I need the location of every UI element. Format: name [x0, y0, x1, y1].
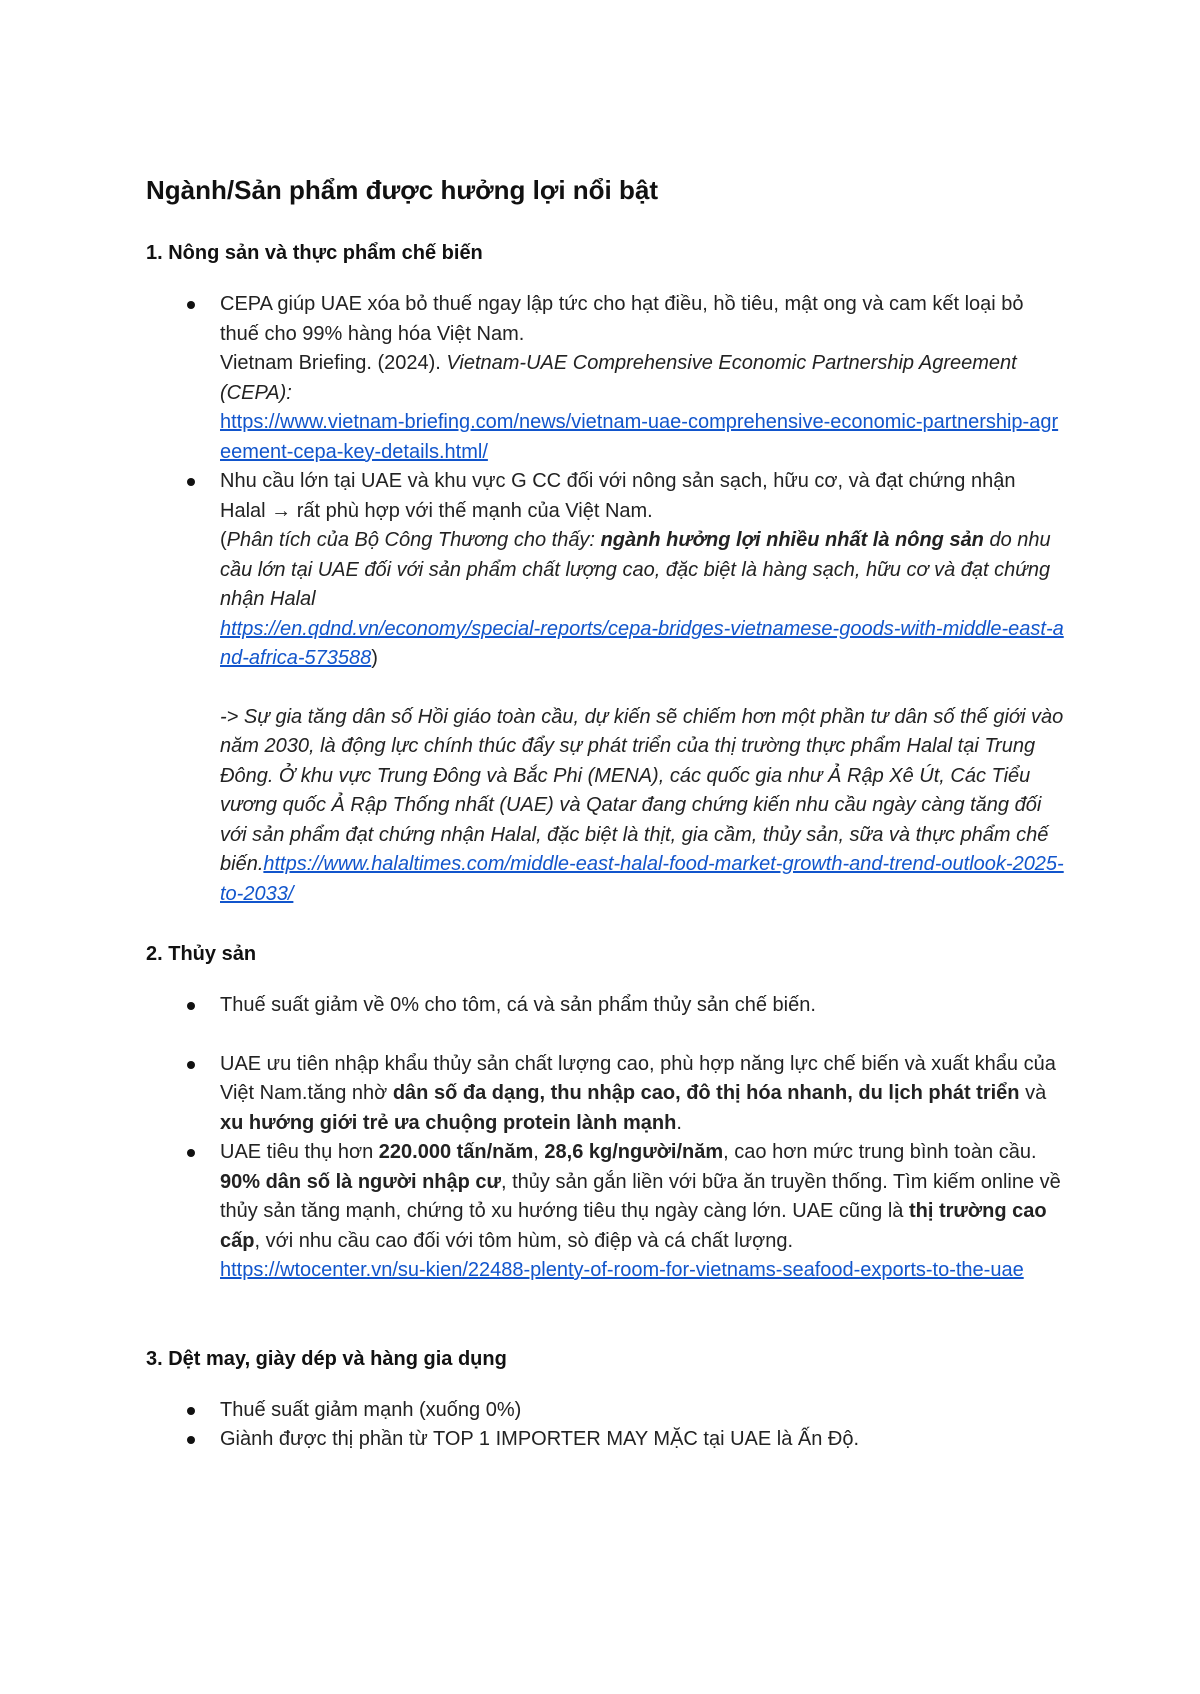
section-3-list: [146, 1396, 1066, 1455]
text-run: , với nhu cầu cao đối với tôm hùm, sò điệp và cá chất lượng.: [254, 1229, 794, 1252]
text-run: UAE tiêu thụ hơn: [220, 1141, 379, 1163]
analysis-paragraph: [220, 526, 1066, 674]
spacer: [146, 1021, 1066, 1050]
spacer: [220, 674, 1066, 703]
bullet-text: Thuế suất giảm mạnh (xuống 0%): [220, 1398, 522, 1421]
source-link[interactable]: https://www.halaltimes.com/middle-east-halal-food-market-growth-and-trend-outlook-2025-to-2033/: [220, 853, 1064, 905]
text-run: , thủy sản gắn liền với bữa ăn truyền thống. Tìm kiếm online về thủy sản tăng mạnh, chứng tỏ xu hướng tiêu thụ ngày càng lớn. UAE cũng là: [220, 1170, 1061, 1222]
bullet-icon: [187, 1407, 195, 1415]
bullet-text: Thuế suất giảm về 0% cho tôm, cá và sản phẩm thủy sản chế biến.: [220, 994, 816, 1016]
text-run: và: [1019, 1082, 1047, 1104]
citation: [220, 349, 1066, 408]
bullet-icon: [187, 1002, 195, 1010]
section-2-list: [146, 991, 1066, 1286]
citation-source: Vietnam Briefing. (2024).: [220, 352, 447, 374]
list-item: [146, 467, 1066, 909]
list-item: [146, 1396, 1066, 1426]
bold-run: thị trường cao cấp: [220, 1200, 1047, 1252]
spacer: [146, 909, 1066, 939]
analysis-intro: Phân tích của Bộ Công Thương cho thấy:: [226, 529, 601, 551]
bold-run: 28,6 kg/người/năm: [544, 1141, 724, 1163]
source-link[interactable]: https://en.qdnd.vn/economy/special-reports/cepa-bridges-vietnamese-goods-with-middle-east-and-africa-573588: [220, 617, 1064, 669]
bullet-text: CEPA giúp UAE xóa bỏ thuế ngay lập tức cho hạt điều, hồ tiêu, mật ong và cam kết loại bỏ thuế cho 99% hàng hóa Việt Nam.: [220, 293, 1024, 345]
list-item: [146, 1050, 1066, 1139]
list-item: [146, 290, 1066, 467]
section-1-heading: 1. Nông sản và thực phẩm chế biến: [146, 242, 483, 264]
section-3-heading: 3. Dệt may, giày dép và hàng gia dụng: [146, 1347, 507, 1370]
list-item: [146, 1138, 1066, 1286]
analysis-highlight: ngành hưởng lợi nhiều nhất là nông sản: [600, 529, 984, 551]
source-link[interactable]: https://www.vietnam-briefing.com/news/vietnam-uae-comprehensive-economic-partnership-agreement-cepa-key-details.html/: [220, 411, 1059, 463]
bullet-icon: [187, 1436, 195, 1444]
bullet-text: [220, 1138, 1066, 1256]
bold-run: xu hướng giới trẻ ưa chuộng protein lành mạnh: [220, 1111, 677, 1134]
note-paragraph: [220, 703, 1066, 910]
section-2-heading: 2. Thủy sản: [146, 943, 257, 965]
document-content: [146, 170, 1066, 1455]
page-title: Ngành/Sản phẩm được hưởng lợi nổi bật: [146, 175, 659, 205]
citation-title: Vietnam-UAE Comprehensive Economic Partnership Agreement (CEPA):: [220, 352, 1017, 404]
text-run: , cao hơn mức trung bình toàn cầu.: [723, 1141, 1037, 1163]
bullet-icon: [187, 1061, 195, 1069]
spacer: [146, 1286, 1066, 1344]
bullet-icon: [187, 1149, 195, 1157]
bullet-icon: [187, 301, 195, 309]
bullet-text: Giành được thị phần từ TOP 1 IMPORTER MAY MẶC tại UAE là Ấn Độ.: [220, 1428, 860, 1450]
analysis-detail: do nhu cầu lớn tại UAE đối với sản phẩm chất lượng cao, đặc biệt là hàng sạch, hữu cơ và đạt chứng nhận Halal: [220, 529, 1051, 610]
paren-close: ): [371, 647, 378, 669]
text-run: UAE ưu tiên nhập khẩu thủy sản chất lượng cao, phù hợp năng lực chế biến và xuất khẩu của Việt Nam.tăng nhờ: [220, 1052, 1056, 1104]
bullet-text: Nhu cầu lớn tại UAE và khu vực G CC đối với nông sản sạch, hữu cơ, và đạt chứng nhận Halal → rất phù hợp với thế mạnh của Việt Nam.: [220, 470, 1016, 522]
list-item: [146, 991, 1066, 1021]
text-run: ,: [533, 1141, 545, 1163]
source-link[interactable]: https://wtocenter.vn/su-kien/22488-plenty-of-room-for-vietnams-seafood-exports-to-the-uae: [220, 1259, 1024, 1281]
bold-run: dân số đa dạng, thu nhập cao, đô thị hóa nhanh, du lịch phát triển: [392, 1082, 1020, 1104]
list-item: [146, 1425, 1066, 1455]
text-run: .: [676, 1111, 682, 1134]
note-text: -> Sự gia tăng dân số Hồi giáo toàn cầu, dự kiến sẽ chiếm hơn một phần tư dân số thế giới vào năm 2030, là động lực chính thúc đẩy sự phát triển của thị trường thực phẩm Halal tại Trung Đông. Ở khu vực Trung Đông và Bắc Phi (MENA), các quốc gia như Ả Rập Xê Út, Các Tiểu vương quốc Ả Rập Thống nhất (UAE) và Qatar đang chứng kiến nhu cầu ngày càng tăng đối với sản phẩm đạt chứng nhận Halal, đặc biệt là thịt, gia cầm, thủy sản, sữa và thực phẩm chế biến.: [220, 705, 1064, 875]
paren-open: (: [220, 529, 227, 551]
section-1-list: [146, 290, 1066, 909]
bullet-text: [220, 1050, 1066, 1139]
bold-run: 220.000 tấn/năm: [378, 1141, 534, 1163]
bullet-icon: [187, 478, 195, 486]
bold-run: 90% dân số là người nhập cư: [220, 1170, 502, 1193]
